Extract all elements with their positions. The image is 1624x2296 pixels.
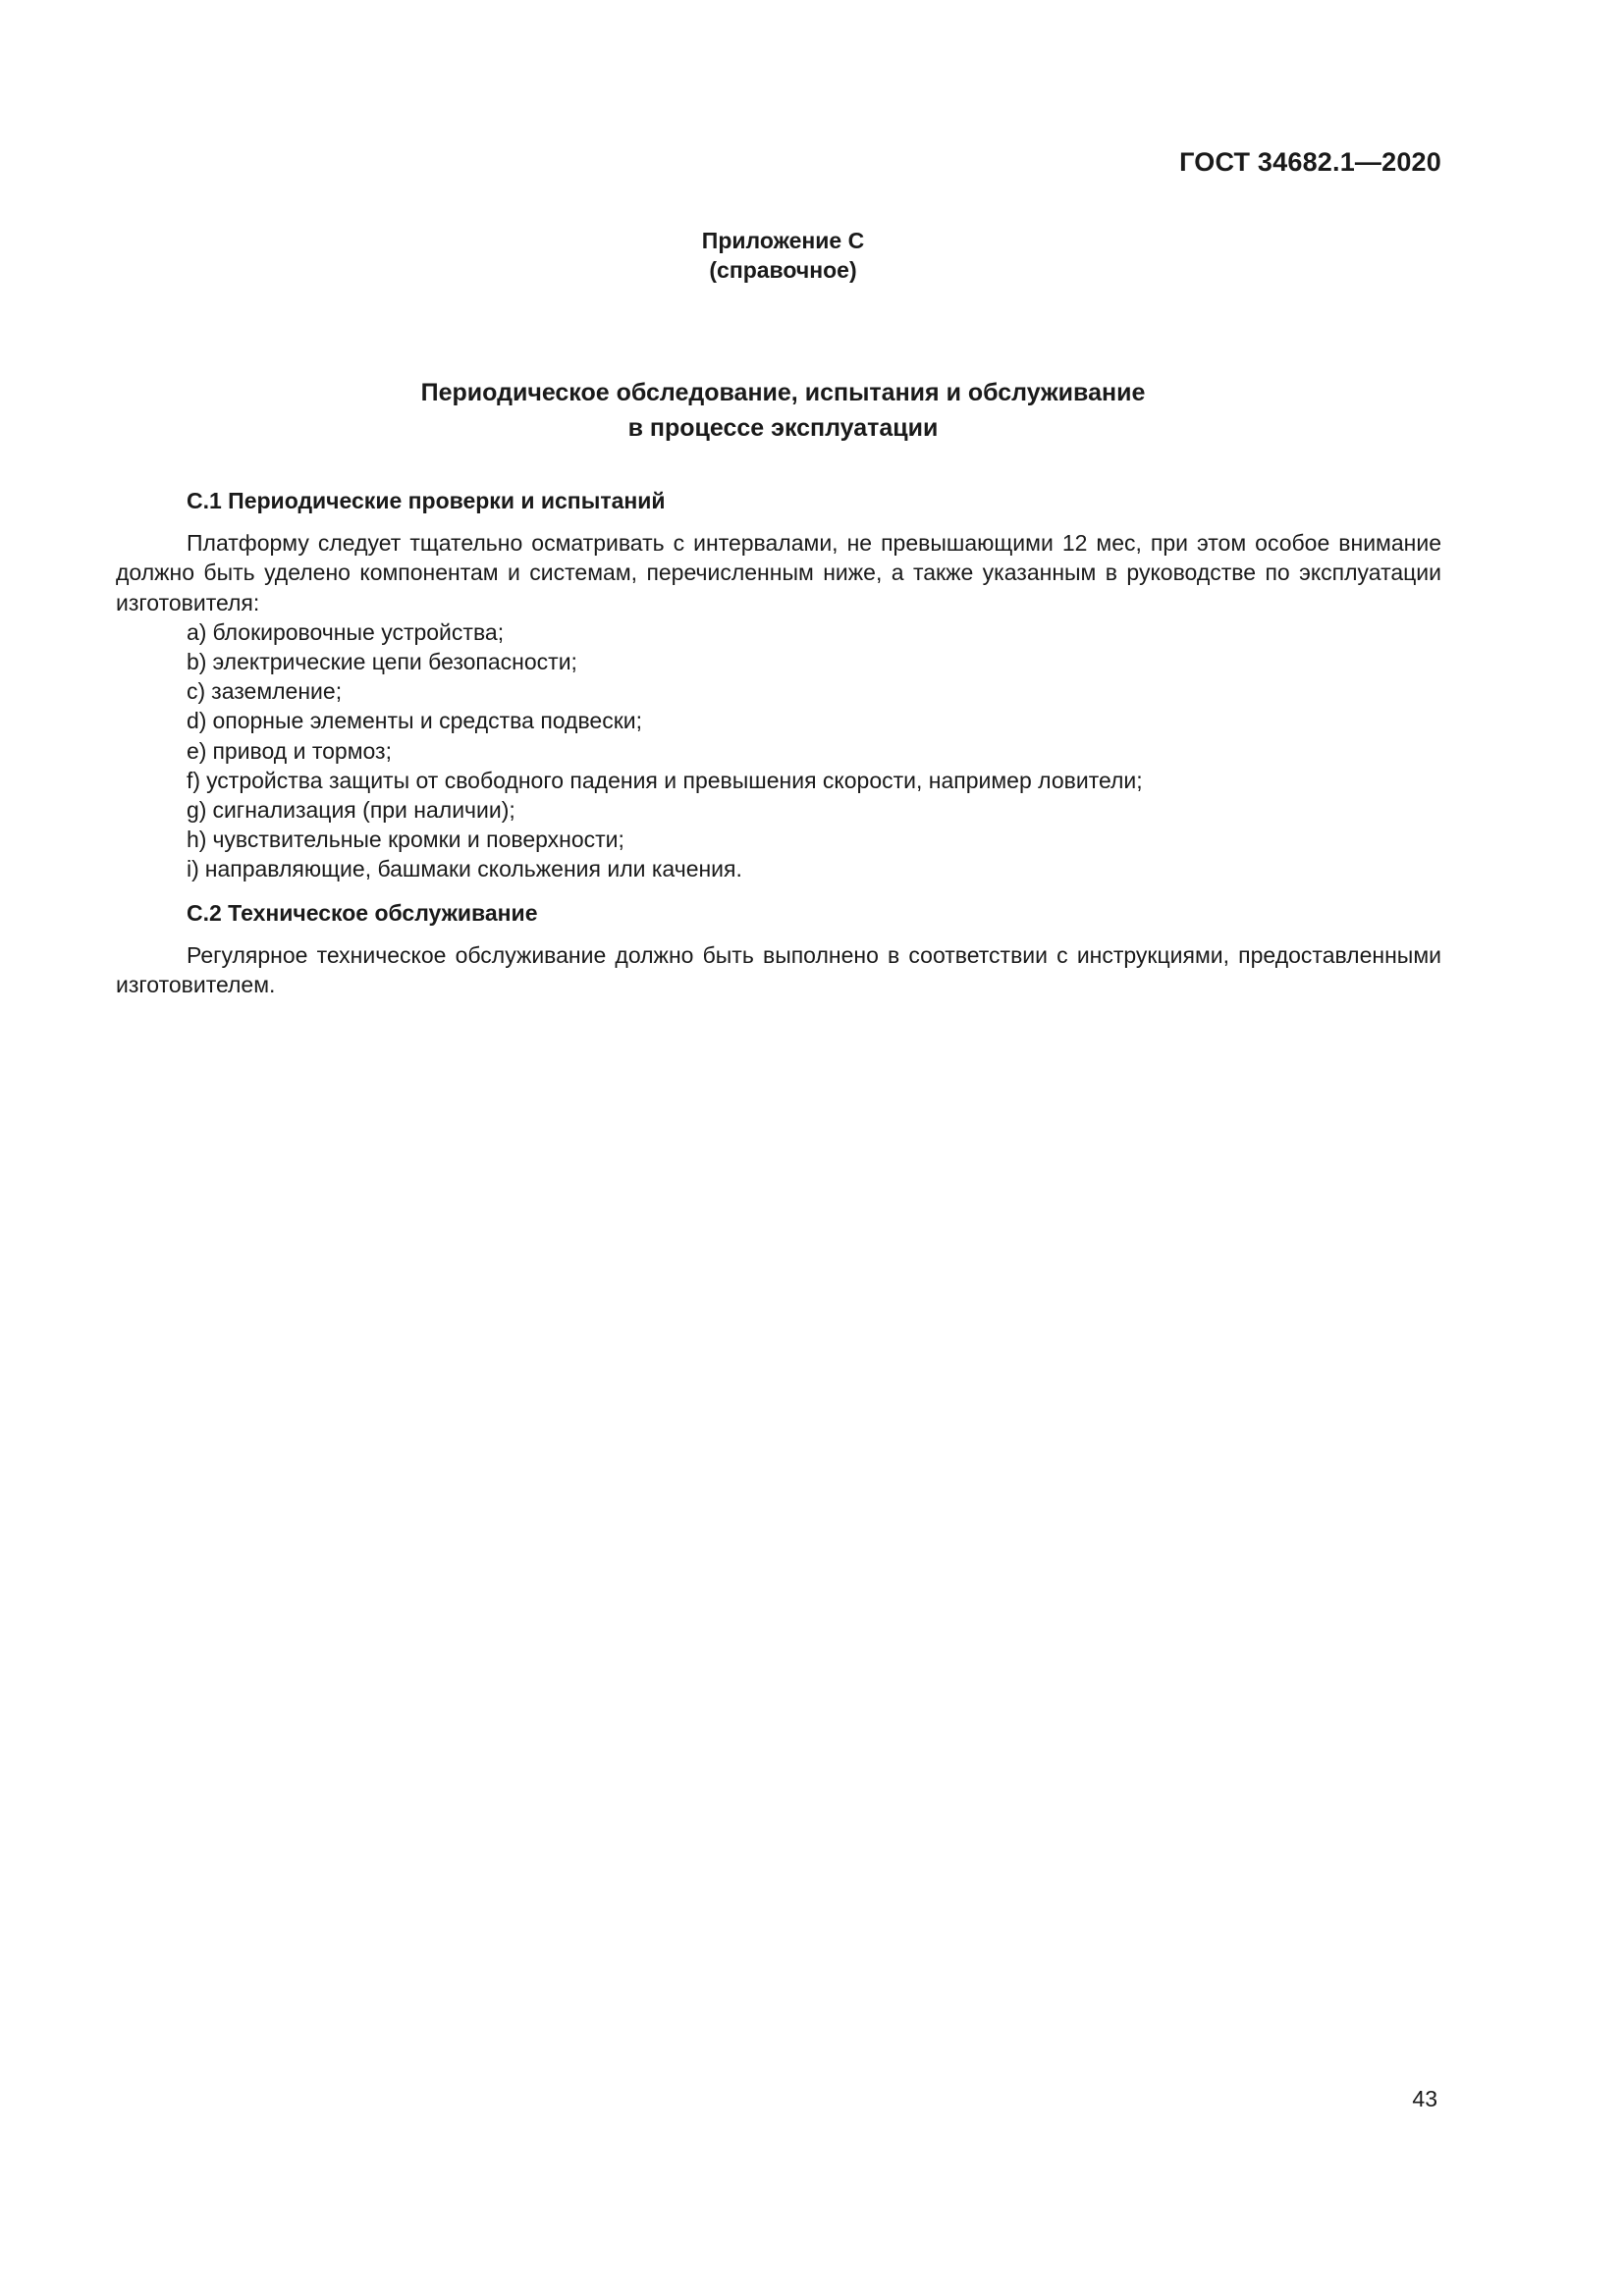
list-item [116,854,1441,883]
list-item [116,795,1441,825]
list-item-label: i) [187,856,199,882]
list-item [116,825,1441,854]
section-2-heading: С.2 Техническое обслуживание [187,899,538,926]
section-2-text: Регулярное техническое обслуживание должно быть выполнено в соответствии с инструкциями, предоставленными изготовителем. [116,941,1441,998]
section-1-heading: С.1 Периодические проверки и испытаний [187,488,666,513]
list-item [116,676,1441,706]
appendix-title-line-2: в процессе эксплуатации [627,414,939,442]
document-code: ГОСТ 34682.1—2020 [1179,147,1441,177]
list-item [116,647,1441,676]
list-item-text: привод и тормоз; [212,737,392,764]
list-item-label: a) [187,618,207,645]
appendix-title [0,375,1566,446]
document-body [116,486,1441,999]
appendix-heading [0,226,1566,285]
list-item-text: устройства защиты от свободного падения и превышения скорости, например ловители; [206,767,1143,793]
list-item-text: чувствительные кромки и поверхности; [212,827,624,853]
list-item-label: e) [187,737,207,764]
list-item-text: заземление; [211,678,343,705]
list-item-label: b) [187,649,207,675]
list-item-text: блокировочные устройства; [212,618,505,645]
list-item [116,617,1441,647]
list-item-label: g) [187,797,207,824]
list-item-label: f) [187,767,201,793]
list-item-label: d) [187,708,207,734]
list-item [116,766,1441,795]
list-item-label: c) [187,678,206,705]
list-item-text: сигнализация (при наличии); [212,797,515,824]
section-1-list [116,617,1441,884]
list-item [116,706,1441,735]
list-item-text: опорные элементы и средства подвески; [212,708,643,734]
list-item-text: электрические цепи безопасности; [212,649,577,675]
list-item-label: h) [187,827,207,853]
section-1-intro: Платформу следует тщательно осматривать с интервалами, не превышающими 12 мес, при этом особое внимание должно быть уделено компонентам и системам, перечисленным ниже, а также указанным в руководстве по эксплуатации изготовителя: [116,530,1441,615]
list-item-text: направляющие, башмаки скольжения или качения. [204,856,742,882]
page-number: 43 [1412,2086,1437,2111]
list-item [116,736,1441,766]
appendix-label: Приложение С [701,228,865,253]
appendix-type: (справочное) [709,257,857,283]
appendix-title-line-1: Периодическое обследование, испытания и обслуживание [420,379,1146,406]
